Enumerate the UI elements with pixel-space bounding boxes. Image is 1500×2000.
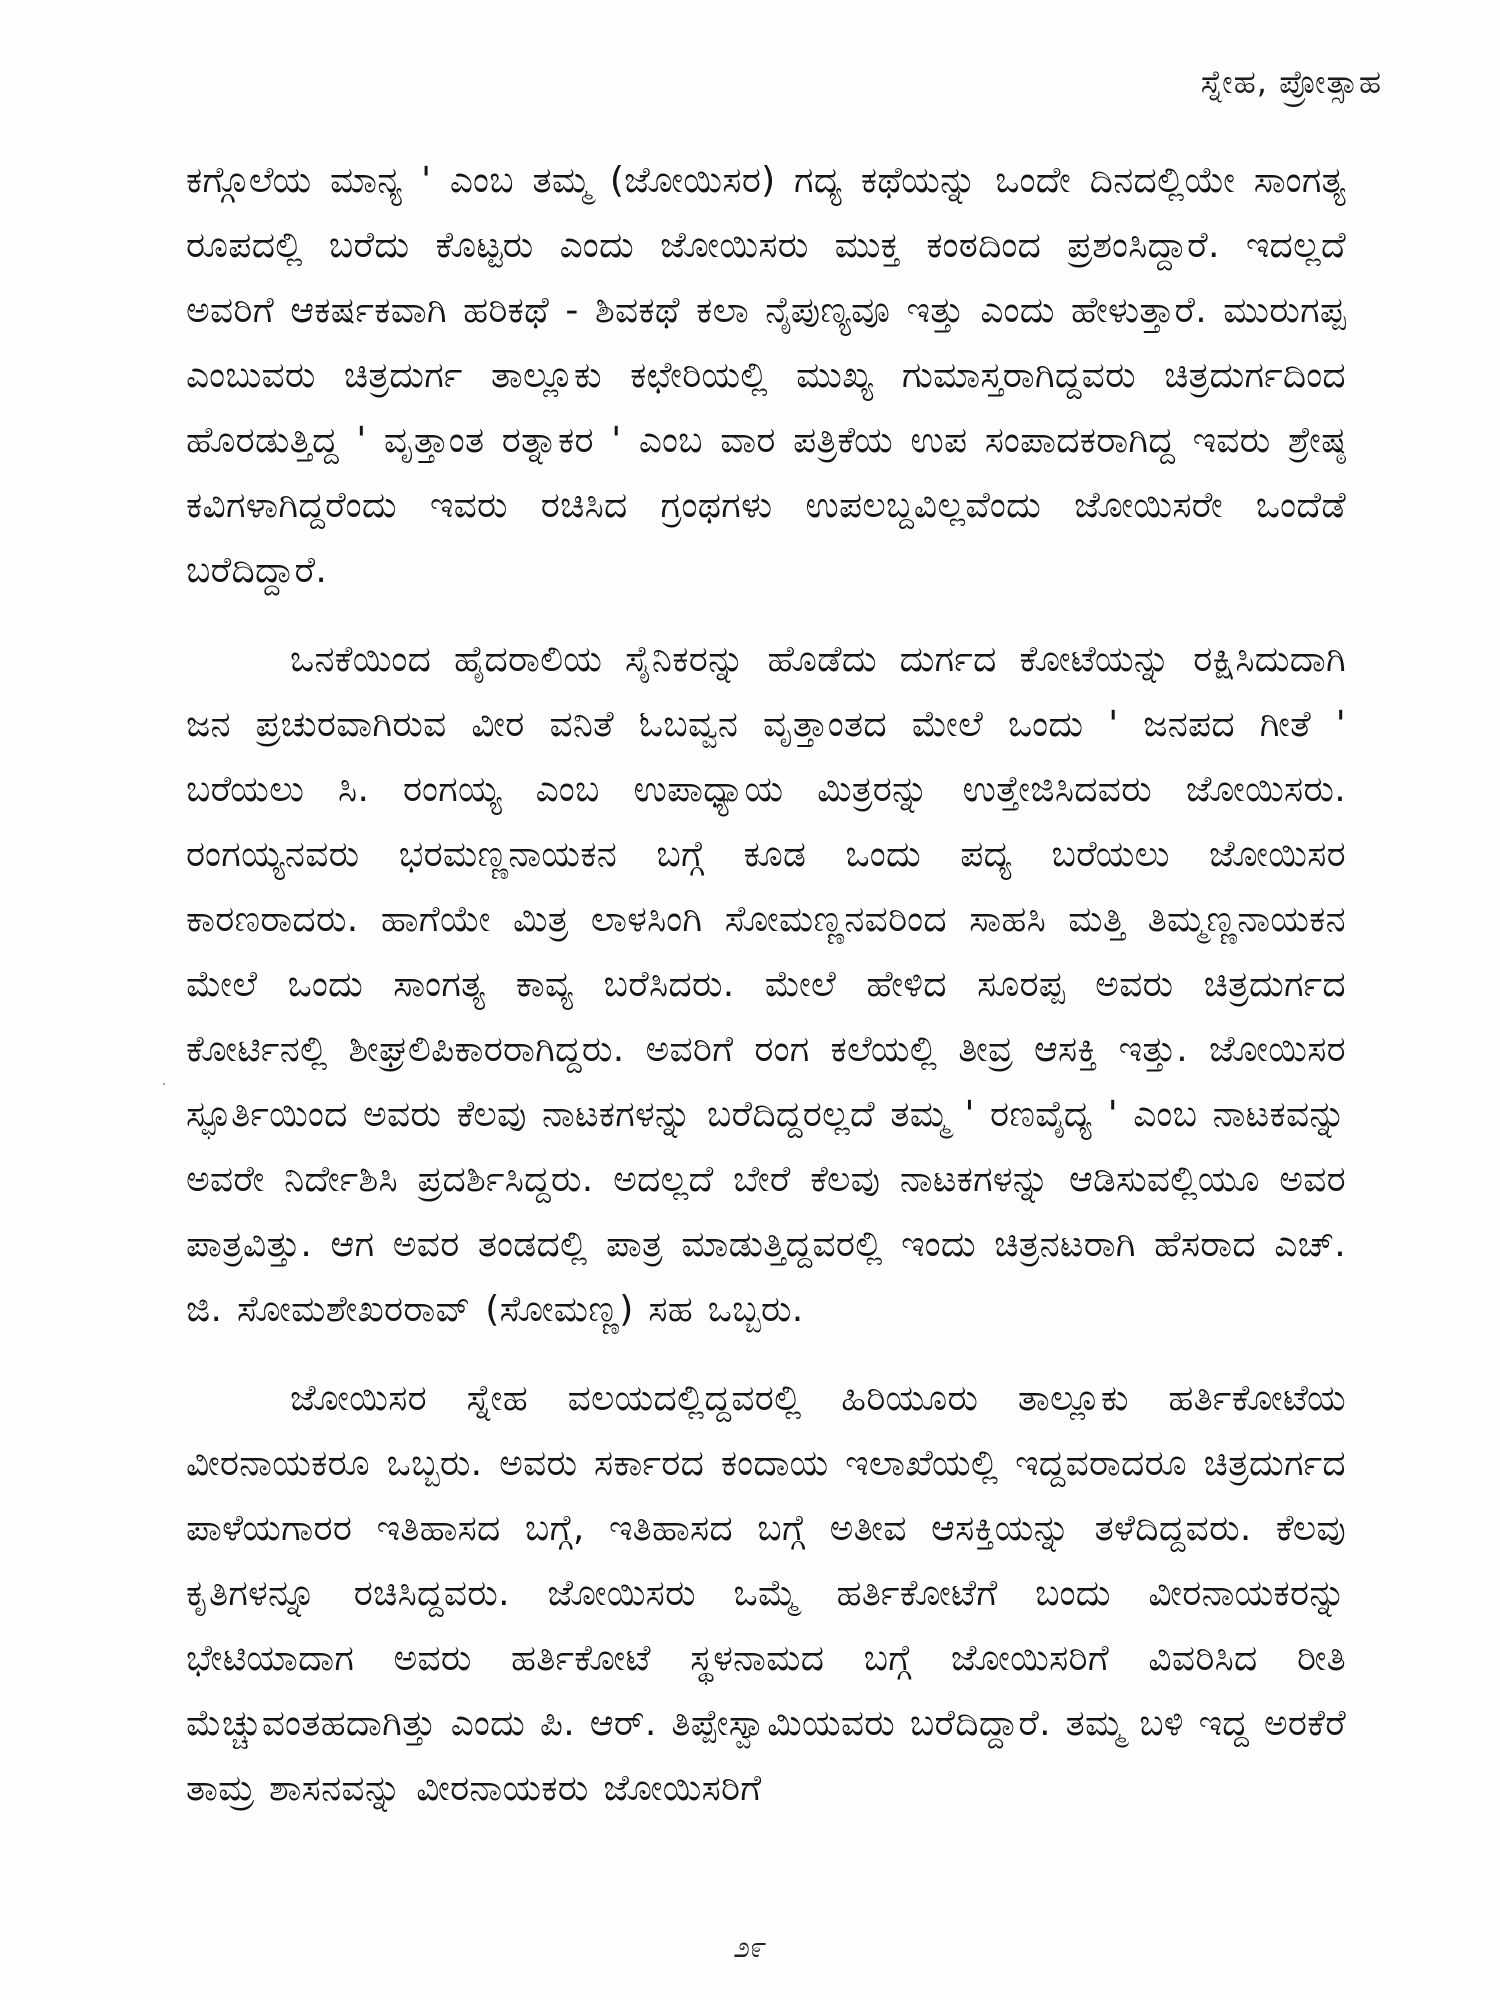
scan-speck xyxy=(163,1083,165,1085)
page-number: ೨೯ xyxy=(733,1930,767,1965)
paragraph-3: ಜೋಯಿಸರ ಸ್ನೇಹ ವಲಯದಲ್ಲಿದ್ದವರಲ್ಲಿ ಹಿರಿಯೂರು ತಾಲ್ಲೂಕು ಹರ್ತಿಕೋಟೆಯ ವೀರನಾಯಕರೂ ಒಬ್ಬರು. ಅವರು ಸರ್ಕಾರದ ಕಂದಾಯ ಇಲಾಖೆಯಲ್ಲಿ ಇದ್ದವರಾದರೂ ಚಿತ್ರದುರ್ಗದ ಪಾಳೆಯಗಾರರ ಇತಿಹಾಸದ ಬಗ್ಗೆ, ಇತಿಹಾಸದ ಬಗ್ಗೆ ಅತೀವ ಆಸಕ್ತಿಯನ್ನು ತಳೆದಿದ್ದವರು. ಕೆಲವು ಕೃತಿಗಳನ್ನೂ ರಚಿಸಿದ್ದವರು. ಜೋಯಿಸರು ಒಮ್ಮೆ ಹರ್ತಿಕೋಟೆಗೆ ಬಂದು ವೀರನಾಯಕರನ್ನು ಭೇಟಿಯಾದಾಗ ಅವರು ಹರ್ತಿಕೋಟೆ ಸ್ಥಳನಾಮದ ಬಗ್ಗೆ ಜೋಯಿಸರಿಗೆ ವಿವರಿಸಿದ ರೀತಿ ಮೆಚ್ಚುವಂತಹದಾಗಿತ್ತು ಎಂದು ಪಿ. ಆರ್. ತಿಪ್ಪೇಸ್ವಾಮಿಯವರು ಬರೆದಿದ್ದಾರೆ. ತಮ್ಮ ಬಳಿ ಇದ್ದ ಅರಕೆರೆ ತಾಮ್ರ ಶಾಸನವನ್ನು ವೀರನಾಯಕರು ಜೋಯಿಸರಿಗೆ xyxy=(186,1378,1346,1809)
paragraph-2: ಒನಕೆಯಿಂದ ಹೈದರಾಲಿಯ ಸೈನಿಕರನ್ನು ಹೊಡೆದು ದುರ್ಗದ ಕೋಟೆಯನ್ನು ರಕ್ಷಿಸಿದುದಾಗಿ ಜನ ಪ್ರಚುರವಾಗಿರುವ ವೀರ ವನಿತೆ ಓಬವ್ವನ ವೃತ್ತಾಂತದ ಮೇಲೆ ಒಂದು ' ಜನಪದ ಗೀತೆ ' ಬರೆಯಲು ಸಿ. ರಂಗಯ್ಯ ಎಂಬ ಉಪಾಧ್ಯಾಯ ಮಿತ್ರರನ್ನು ಉತ್ತೇಜಿಸಿದವರು ಜೋಯಿಸರು. ರಂಗಯ್ಯನವರು ಭರಮಣ್ಣನಾಯಕನ ಬಗ್ಗೆ ಕೂಡ ಒಂದು ಪದ್ಯ ಬರೆಯಲು ಜೋಯಿಸರ ಕಾರಣರಾದರು. ಹಾಗೆಯೇ ಮಿತ್ರ ಲಾಳಸಿಂಗಿ ಸೋಮಣ್ಣನವರಿಂದ ಸಾಹಸಿ ಮತ್ತಿ ತಿಮ್ಮಣ್ಣನಾಯಕನ ಮೇಲೆ ಒಂದು ಸಾಂಗತ್ಯ ಕಾವ್ಯ ಬರೆಸಿದರು. ಮೇಲೆ ಹೇಳಿದ ಸೂರಪ್ಪ ಅವರು ಚಿತ್ರದುರ್ಗದ ಕೋರ್ಟಿನಲ್ಲಿ ಶೀಘ್ರಲಿಪಿಕಾರರಾಗಿದ್ದರು. ಅವರಿಗೆ ರಂಗ ಕಲೆಯಲ್ಲಿ ತೀವ್ರ ಆಸಕ್ತಿ ಇತ್ತು. ಜೋಯಿಸರ ಸ್ಫೂರ್ತಿಯಿಂದ ಅವರು ಕೆಲವು ನಾಟಕಗಳನ್ನು ಬರೆದಿದ್ದರಲ್ಲದೆ ತಮ್ಮ ' ರಣವೈದ್ಯ ' ಎಂಬ ನಾಟಕವನ್ನು ಅವರೇ ನಿರ್ದೇಶಿಸಿ ಪ್ರದರ್ಶಿಸಿದ್ದರು. ಅದಲ್ಲದೆ ಬೇರೆ ಕೆಲವು ನಾಟಕಗಳನ್ನು ಆಡಿಸುವಲ್ಲಿಯೂ ಅವರ ಪಾತ್ರವಿತ್ತು. ಆಗ ಅವರ ತಂಡದಲ್ಲಿ ಪಾತ್ರ ಮಾಡುತ್ತಿದ್ದವರಲ್ಲಿ ಇಂದು ಚಿತ್ರನಟರಾಗಿ ಹೆಸರಾದ ಎಚ್. ಜಿ. ಸೋಮಶೇಖರರಾವ್ (ಸೋಮಣ್ಣ) ಸಹ ಒಬ್ಬರು. xyxy=(186,639,1346,1330)
body-text xyxy=(186,148,1346,1845)
paragraph-1: ಕಗ್ಗೊಲೆಯ ಮಾನ್ಯ ' ಎಂಬ ತಮ್ಮ (ಜೋಯಿಸರ) ಗದ್ಯ ಕಥೆಯನ್ನು ಒಂದೇ ದಿನದಲ್ಲಿಯೇ ಸಾಂಗತ್ಯ ರೂಪದಲ್ಲಿ ಬರೆದು ಕೊಟ್ಟರು ಎಂದು ಜೋಯಿಸರು ಮುಕ್ತ ಕಂಠದಿಂದ ಪ್ರಶಂಸಿದ್ದಾರೆ. ಇದಲ್ಲದೆ ಅವರಿಗೆ ಆಕರ್ಷಕವಾಗಿ ಹರಿಕಥೆ - ಶಿವಕಥೆ ಕಲಾ ನೈಪುಣ್ಯವೂ ಇತ್ತು ಎಂದು ಹೇಳುತ್ತಾರೆ. ಮುರುಗಪ್ಪ ಎಂಬುವರು ಚಿತ್ರದುರ್ಗ ತಾಲ್ಲೂಕು ಕಛೇರಿಯಲ್ಲಿ ಮುಖ್ಯ ಗುಮಾಸ್ತರಾಗಿದ್ದವರು ಚಿತ್ರದುರ್ಗದಿಂದ ಹೊರಡುತ್ತಿದ್ದ ' ವೃತ್ತಾಂತ ರತ್ನಾಕರ ' ಎಂಬ ವಾರ ಪತ್ರಿಕೆಯ ಉಪ ಸಂಪಾದಕರಾಗಿದ್ದ ಇವರು ಶ್ರೇಷ್ಠ ಕವಿಗಳಾಗಿದ್ದರೆಂದು ಇವರು ರಚಿಸಿದ ಗ್ರಂಥಗಳು ಉಪಲಬ್ದವಿಲ್ಲವೆಂದು ಜೋಯಿಸರೇ ಒಂದೆಡೆ ಬರೆದಿದ್ದಾರೆ. xyxy=(186,160,1346,591)
running-header: ಸ್ನೇಹ, ಪ್ರೋತ್ಸಾಹ xyxy=(1200,63,1382,101)
